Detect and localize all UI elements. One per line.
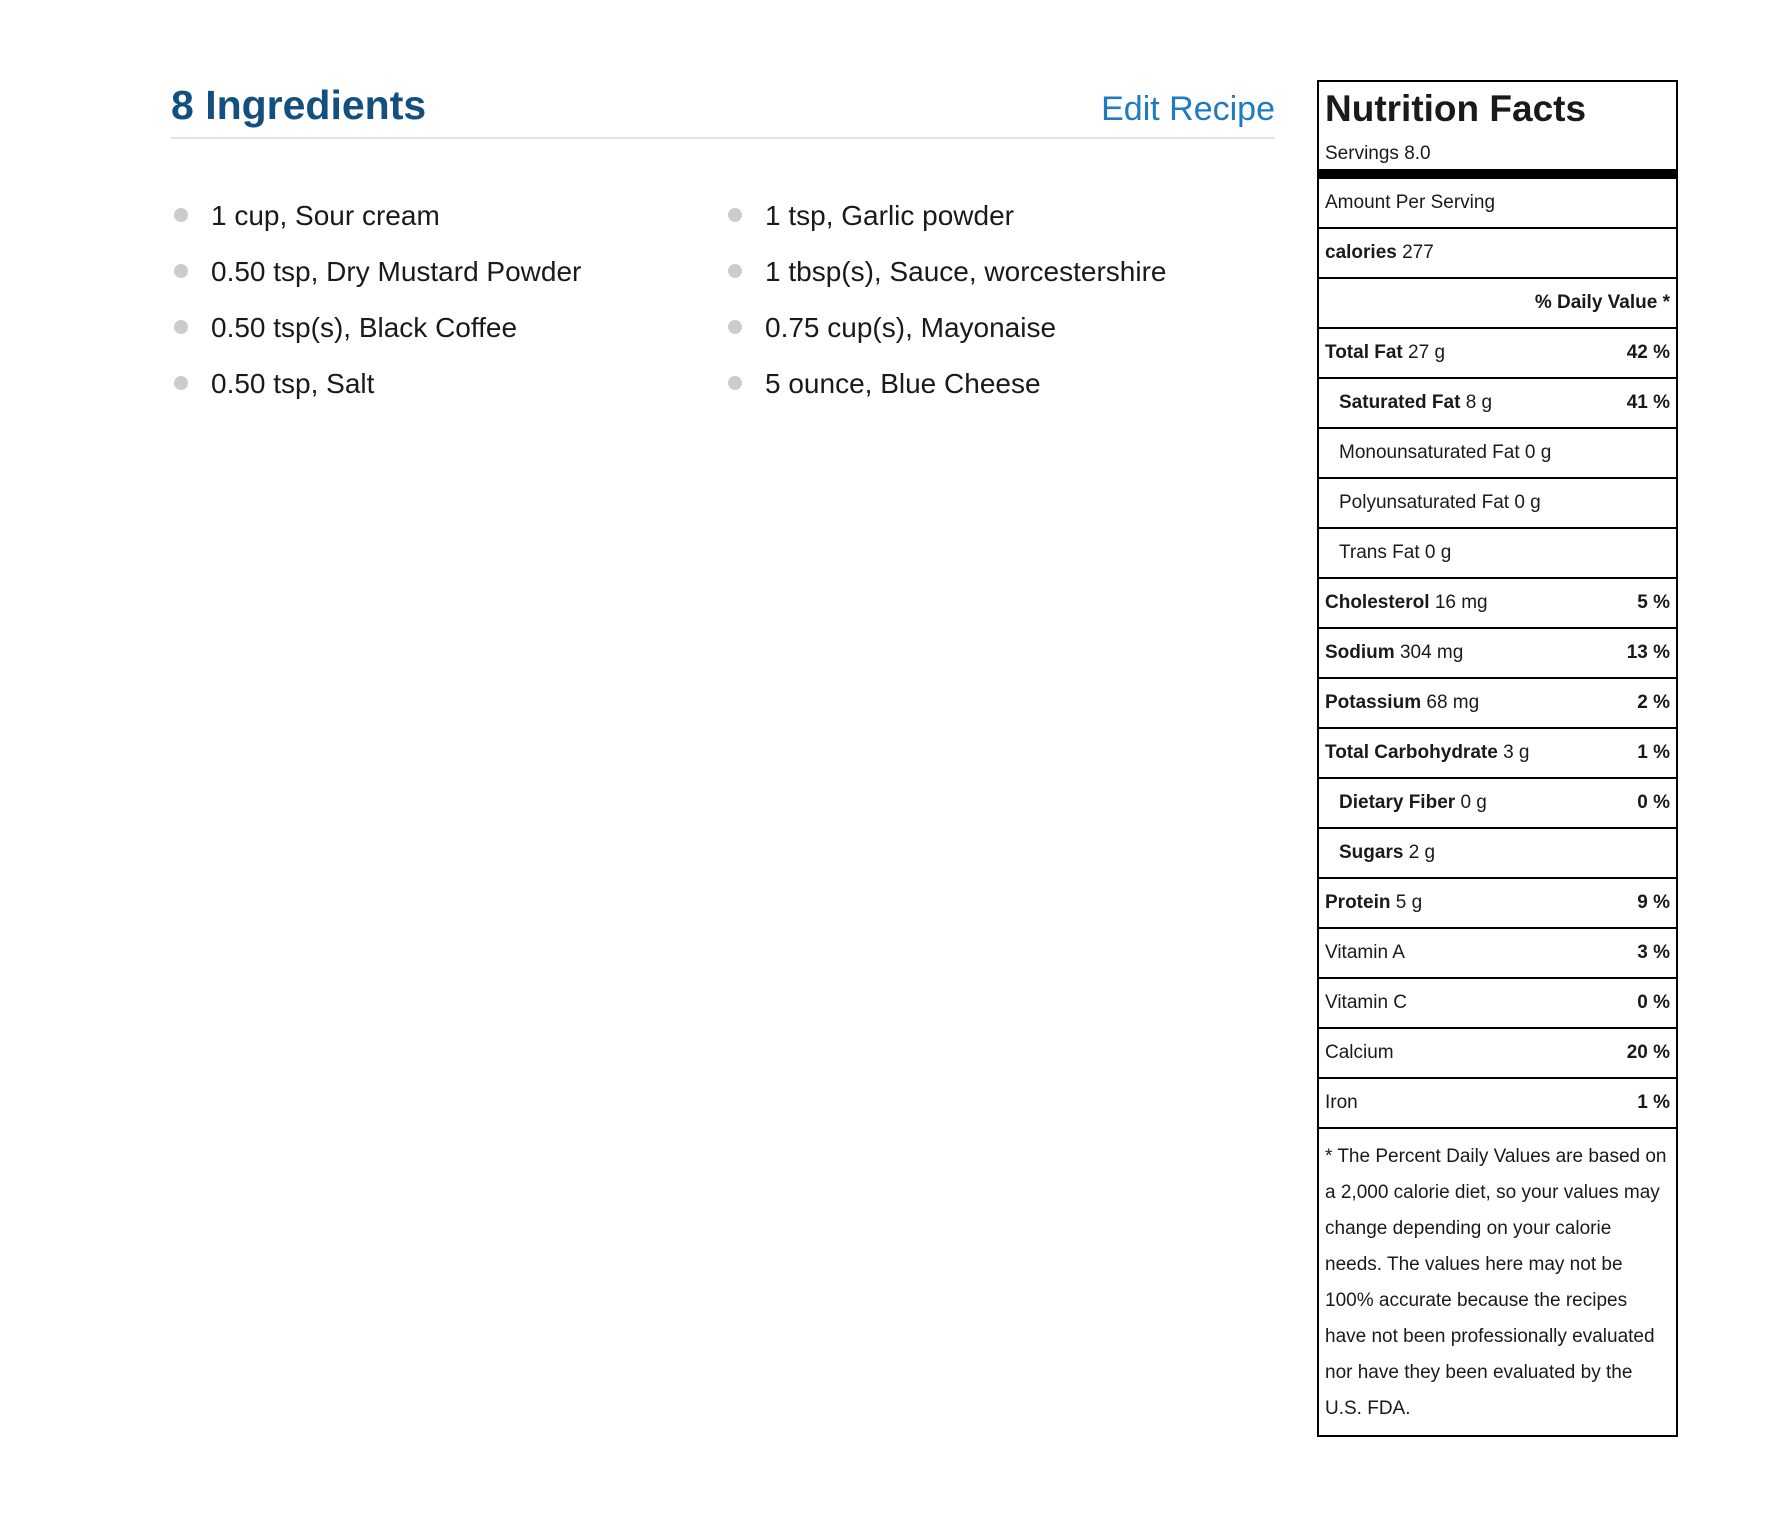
nutrient-amount: 0 g (1514, 492, 1541, 513)
nutrient-daily-percent: 13 % (1626, 642, 1670, 663)
nutrient-label: Protein (1325, 892, 1391, 913)
nutrition-footnote: * The Percent Daily Values are based on a 2,000 calorie diet, so your values may change depending on your calorie needs. The values here may not be 100% accurate because the recipes have not been professionally evaluated nor have they been evaluated by the U.S. FDA. (1325, 1146, 1667, 1419)
ingredient-text: 1 cup, Sour cream (211, 200, 440, 231)
nutrient-row (1319, 679, 1676, 729)
nutrient-label: Monounsaturated Fat (1339, 442, 1520, 463)
nutrient-row (1319, 529, 1676, 579)
nutrition-header (1319, 82, 1676, 179)
daily-value-header-row (1319, 279, 1676, 329)
nutrient-label-group (1339, 492, 1541, 514)
nutrient-label-group (1325, 642, 1463, 664)
nutrient-row (1319, 629, 1676, 679)
ingredients-header (171, 73, 1275, 139)
nutrient-label: Calcium (1325, 1042, 1394, 1063)
nutrient-row (1319, 979, 1676, 1029)
bullet-icon (174, 264, 188, 278)
nutrient-label: Total Fat (1325, 342, 1403, 363)
daily-value-header: % Daily Value * (1534, 292, 1670, 313)
nutrient-label: Total Carbohydrate (1325, 742, 1498, 763)
nutrition-facts-panel (1317, 80, 1678, 1437)
nutrition-title: Nutrition Facts (1325, 88, 1587, 129)
ingredient-item (725, 311, 1167, 367)
nutrient-daily-percent: 0 % (1637, 992, 1670, 1013)
nutrient-row (1319, 879, 1676, 929)
nutrient-daily-percent: 2 % (1637, 692, 1670, 713)
nutrient-row (1319, 779, 1676, 829)
nutrient-row (1319, 1079, 1676, 1129)
ingredients-title: 8 Ingredients (171, 82, 427, 128)
nutrient-amount: 2 g (1408, 842, 1436, 863)
nutrient-rows (1319, 329, 1676, 1129)
nutrient-amount: 304 mg (1399, 642, 1464, 663)
bullet-icon (728, 208, 742, 222)
nutrient-label-group (1325, 692, 1479, 714)
nutrient-label-group (1325, 1042, 1394, 1064)
ingredient-text: 0.50 tsp(s), Black Coffee (211, 312, 518, 343)
edit-recipe-link[interactable]: Edit Recipe (1101, 90, 1275, 128)
bullet-icon (728, 320, 742, 334)
nutrient-amount: 0 g (1524, 442, 1552, 463)
nutrient-daily-percent: 1 % (1637, 1092, 1670, 1113)
nutrient-label: Vitamin C (1325, 992, 1408, 1013)
nutrient-label: Iron (1325, 1092, 1358, 1113)
nutrient-daily-percent: 5 % (1637, 592, 1670, 613)
ingredient-text: 1 tsp, Garlic powder (765, 200, 1014, 231)
ingredient-text: 0.50 tsp, Dry Mustard Powder (211, 256, 582, 287)
nutrient-amount: 5 g (1395, 892, 1423, 913)
nutrient-daily-percent: 9 % (1637, 892, 1670, 913)
calories-label: calories (1325, 242, 1397, 263)
nutrient-label: Vitamin A (1325, 942, 1405, 963)
nutrient-label-group (1325, 592, 1488, 614)
calories-value: 277 (1402, 242, 1434, 263)
nutrient-label: Cholesterol (1325, 592, 1430, 613)
nutrient-daily-percent: 3 % (1637, 942, 1670, 963)
nutrient-label-group (1339, 442, 1551, 464)
nutrient-daily-percent: 20 % (1626, 1042, 1670, 1063)
nutrient-row (1319, 429, 1676, 479)
ingredient-list-right (725, 199, 1167, 423)
bullet-icon (174, 208, 188, 222)
nutrient-row (1319, 479, 1676, 529)
nutrient-daily-percent: 1 % (1637, 742, 1670, 763)
ingredients-section (171, 73, 1275, 399)
ingredient-text: 0.50 tsp, Salt (211, 368, 375, 399)
nutrient-label-group (1325, 942, 1405, 964)
bullet-icon (728, 376, 742, 390)
ingredient-item (171, 311, 581, 367)
nutrient-amount: 3 g (1503, 742, 1530, 763)
nutrient-amount: 0 g (1460, 792, 1487, 813)
nutrient-label: Sodium (1325, 642, 1395, 663)
ingredient-item (725, 199, 1167, 255)
ingredient-text: 1 tbsp(s), Sauce, worcestershire (765, 256, 1167, 287)
nutrient-daily-percent: 0 % (1637, 792, 1670, 813)
ingredient-item (171, 367, 581, 423)
nutrient-amount: 8 g (1465, 392, 1493, 413)
nutrient-label-group (1325, 742, 1529, 764)
nutrient-row (1319, 379, 1676, 429)
bullet-icon (174, 320, 188, 334)
nutrient-label-group (1339, 392, 1492, 414)
amount-per-serving-label: Amount Per Serving (1325, 192, 1496, 213)
nutrient-label-group (1325, 1092, 1358, 1114)
nutrient-row (1319, 1029, 1676, 1079)
ingredient-text: 0.75 cup(s), Mayonaise (765, 312, 1057, 343)
nutrient-amount: 68 mg (1426, 692, 1480, 713)
nutrient-daily-percent: 41 % (1626, 392, 1670, 413)
nutrient-row (1319, 329, 1676, 379)
nutrient-amount: 27 g (1408, 342, 1446, 363)
ingredient-item (725, 367, 1167, 423)
nutrient-label: Dietary Fiber (1339, 792, 1456, 813)
nutrient-label: Potassium (1325, 692, 1422, 713)
amount-per-serving-row (1319, 179, 1676, 229)
nutrient-row (1319, 579, 1676, 629)
ingredient-item (171, 199, 581, 255)
nutrient-label-group (1325, 892, 1422, 914)
nutrient-label: Polyunsaturated Fat (1339, 492, 1510, 513)
calories-row (1319, 229, 1676, 279)
nutrient-label-group (1339, 542, 1451, 564)
nutrient-label-group (1325, 992, 1407, 1014)
nutrient-label-group (1339, 792, 1487, 814)
nutrient-row (1319, 829, 1676, 879)
nutrient-label-group (1339, 842, 1435, 864)
nutrient-label: Trans Fat (1339, 542, 1420, 563)
servings-text: Servings 8.0 (1325, 143, 1431, 164)
ingredient-text: 5 ounce, Blue Cheese (765, 368, 1041, 399)
bullet-icon (728, 264, 742, 278)
nutrient-label: Sugars (1339, 842, 1404, 863)
nutrient-amount: 0 g (1424, 542, 1452, 563)
ingredient-item (171, 255, 581, 311)
ingredient-list-left (171, 199, 581, 423)
nutrient-label: Saturated Fat (1339, 392, 1461, 413)
nutrient-amount: 16 mg (1434, 592, 1488, 613)
nutrient-daily-percent: 42 % (1626, 342, 1670, 363)
nutrient-label-group (1325, 342, 1445, 364)
bullet-icon (174, 376, 188, 390)
nutrient-row (1319, 729, 1676, 779)
nutrient-row (1319, 929, 1676, 979)
ingredient-item (725, 255, 1167, 311)
